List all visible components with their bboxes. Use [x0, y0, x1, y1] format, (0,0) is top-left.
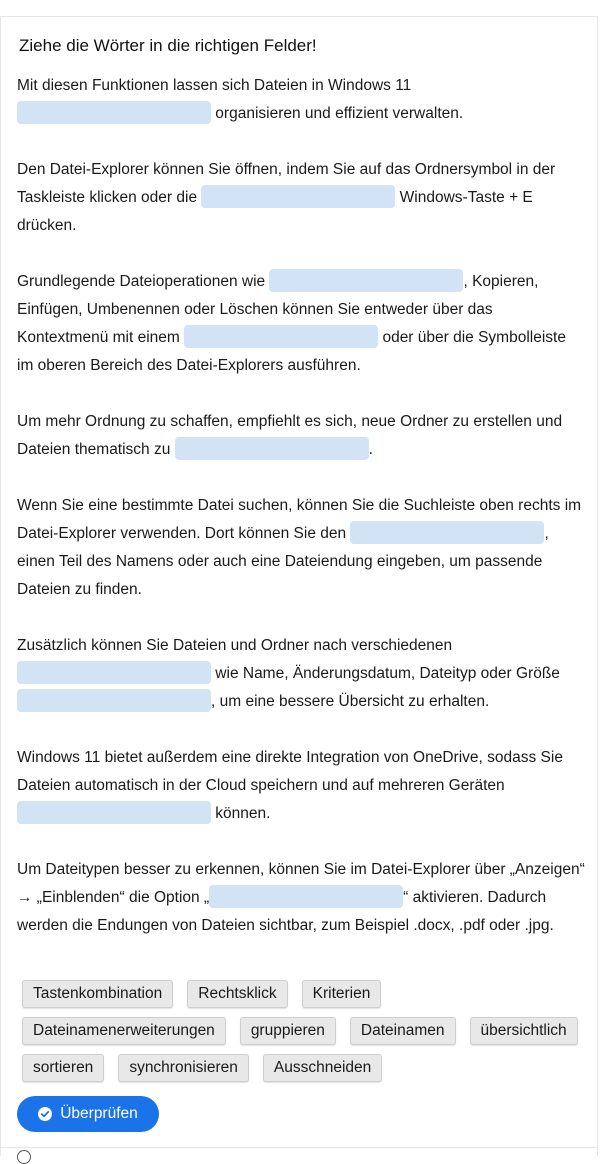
word-bank	[17, 980, 587, 1082]
drop-gap[interactable]	[17, 101, 211, 124]
paragraph	[17, 72, 585, 128]
circle-icon	[17, 1150, 31, 1164]
paragraph	[17, 492, 585, 604]
drop-gap[interactable]	[17, 689, 211, 712]
text-segment: , um eine bessere Übersicht zu erhalten.	[211, 693, 490, 710]
text-segment: organisieren und effizient verwalten.	[211, 105, 464, 122]
text-segment: , einen Teil des Namens oder auch eine Dateiendung eingeben, um passende Dateien zu finden.	[17, 525, 549, 598]
text-segment: wie Name, Änderungsdatum, Dateityp oder Größe	[211, 665, 560, 682]
text-segment: .	[368, 441, 373, 458]
paragraph	[17, 632, 585, 716]
word-chip[interactable]: Dateinamen	[350, 1017, 456, 1045]
drop-gap[interactable]	[269, 269, 463, 292]
paragraph	[17, 744, 585, 828]
word-chip[interactable]: gruppieren	[240, 1017, 336, 1045]
cloze-text	[17, 72, 585, 968]
text-segment: Um Dateitypen besser zu erkennen, können Sie im Datei-Explorer über „Anzeigen“ → „Einblenden“ die Option „	[17, 861, 585, 906]
word-chip[interactable]: sortieren	[22, 1054, 104, 1082]
text-segment: Zusätzlich können Sie Dateien und Ordner nach verschiedenen	[17, 637, 453, 654]
word-chip[interactable]: Ausschneiden	[263, 1054, 382, 1082]
check-button-label: Überprüfen	[60, 1105, 138, 1122]
drop-gap[interactable]	[201, 185, 395, 208]
text-segment: Windows-Taste + E drücken.	[17, 189, 533, 234]
word-chip[interactable]: Dateinamenerweiterungen	[22, 1017, 226, 1045]
paragraph	[17, 408, 585, 464]
text-segment: Grundlegende Dateioperationen wie	[17, 273, 270, 290]
drop-gap[interactable]	[175, 437, 369, 460]
word-chip[interactable]: Kriterien	[302, 980, 382, 1008]
text-segment: Um mehr Ordnung zu schaffen, empfiehlt es sich, neue Ordner zu erstellen und Dateien thematisch zu	[17, 413, 563, 458]
word-chip[interactable]: Tastenkombination	[22, 980, 173, 1008]
text-segment: oder über die Symbolleiste im oberen Bereich des Datei-Explorers ausführen.	[17, 329, 566, 374]
text-segment: Mit diesen Funktionen lassen sich Dateien in Windows 11	[17, 77, 412, 94]
check-circle-icon	[38, 1107, 52, 1121]
text-segment: können.	[211, 805, 271, 822]
text-segment: Windows 11 bietet außerdem eine direkte Integration von OneDrive, sodass Sie Dateien automatisch in der Cloud speichern und auf mehreren Geräten	[17, 749, 563, 794]
word-chip[interactable]: Rechtsklick	[187, 980, 287, 1008]
divider	[0, 1147, 598, 1148]
exercise-title: Ziehe die Wörter in die richtigen Felder!	[19, 36, 317, 55]
check-button[interactable]	[17, 1096, 159, 1132]
drop-gap[interactable]	[209, 885, 403, 908]
drop-gap[interactable]	[184, 325, 378, 348]
drop-gap[interactable]	[17, 801, 211, 824]
word-chip[interactable]: synchronisieren	[118, 1054, 249, 1082]
paragraph	[17, 156, 585, 240]
drop-gap[interactable]	[17, 661, 211, 684]
paragraph	[17, 268, 585, 380]
word-chip[interactable]: übersichtlich	[470, 1017, 578, 1045]
text-segment: , Kopieren, Einfügen, Umbenennen oder Löschen können Sie entweder über das Kontextmenü mit einem	[17, 273, 539, 346]
text-segment: “ aktivieren. Dadurch werden die Endungen von Dateien sichtbar, zum Beispiel .docx, .pdf oder .jpg.	[17, 889, 554, 934]
text-segment: Den Datei-Explorer können Sie öffnen, indem Sie auf das Ordnersymbol in der Taskleiste klicken oder die	[17, 161, 556, 206]
drop-gap[interactable]	[350, 521, 544, 544]
paragraph	[17, 856, 585, 940]
text-segment: Wenn Sie eine bestimmte Datei suchen, können Sie die Suchleiste oben rechts im Datei-Explorer verwenden. Dort können Sie den	[17, 497, 582, 542]
